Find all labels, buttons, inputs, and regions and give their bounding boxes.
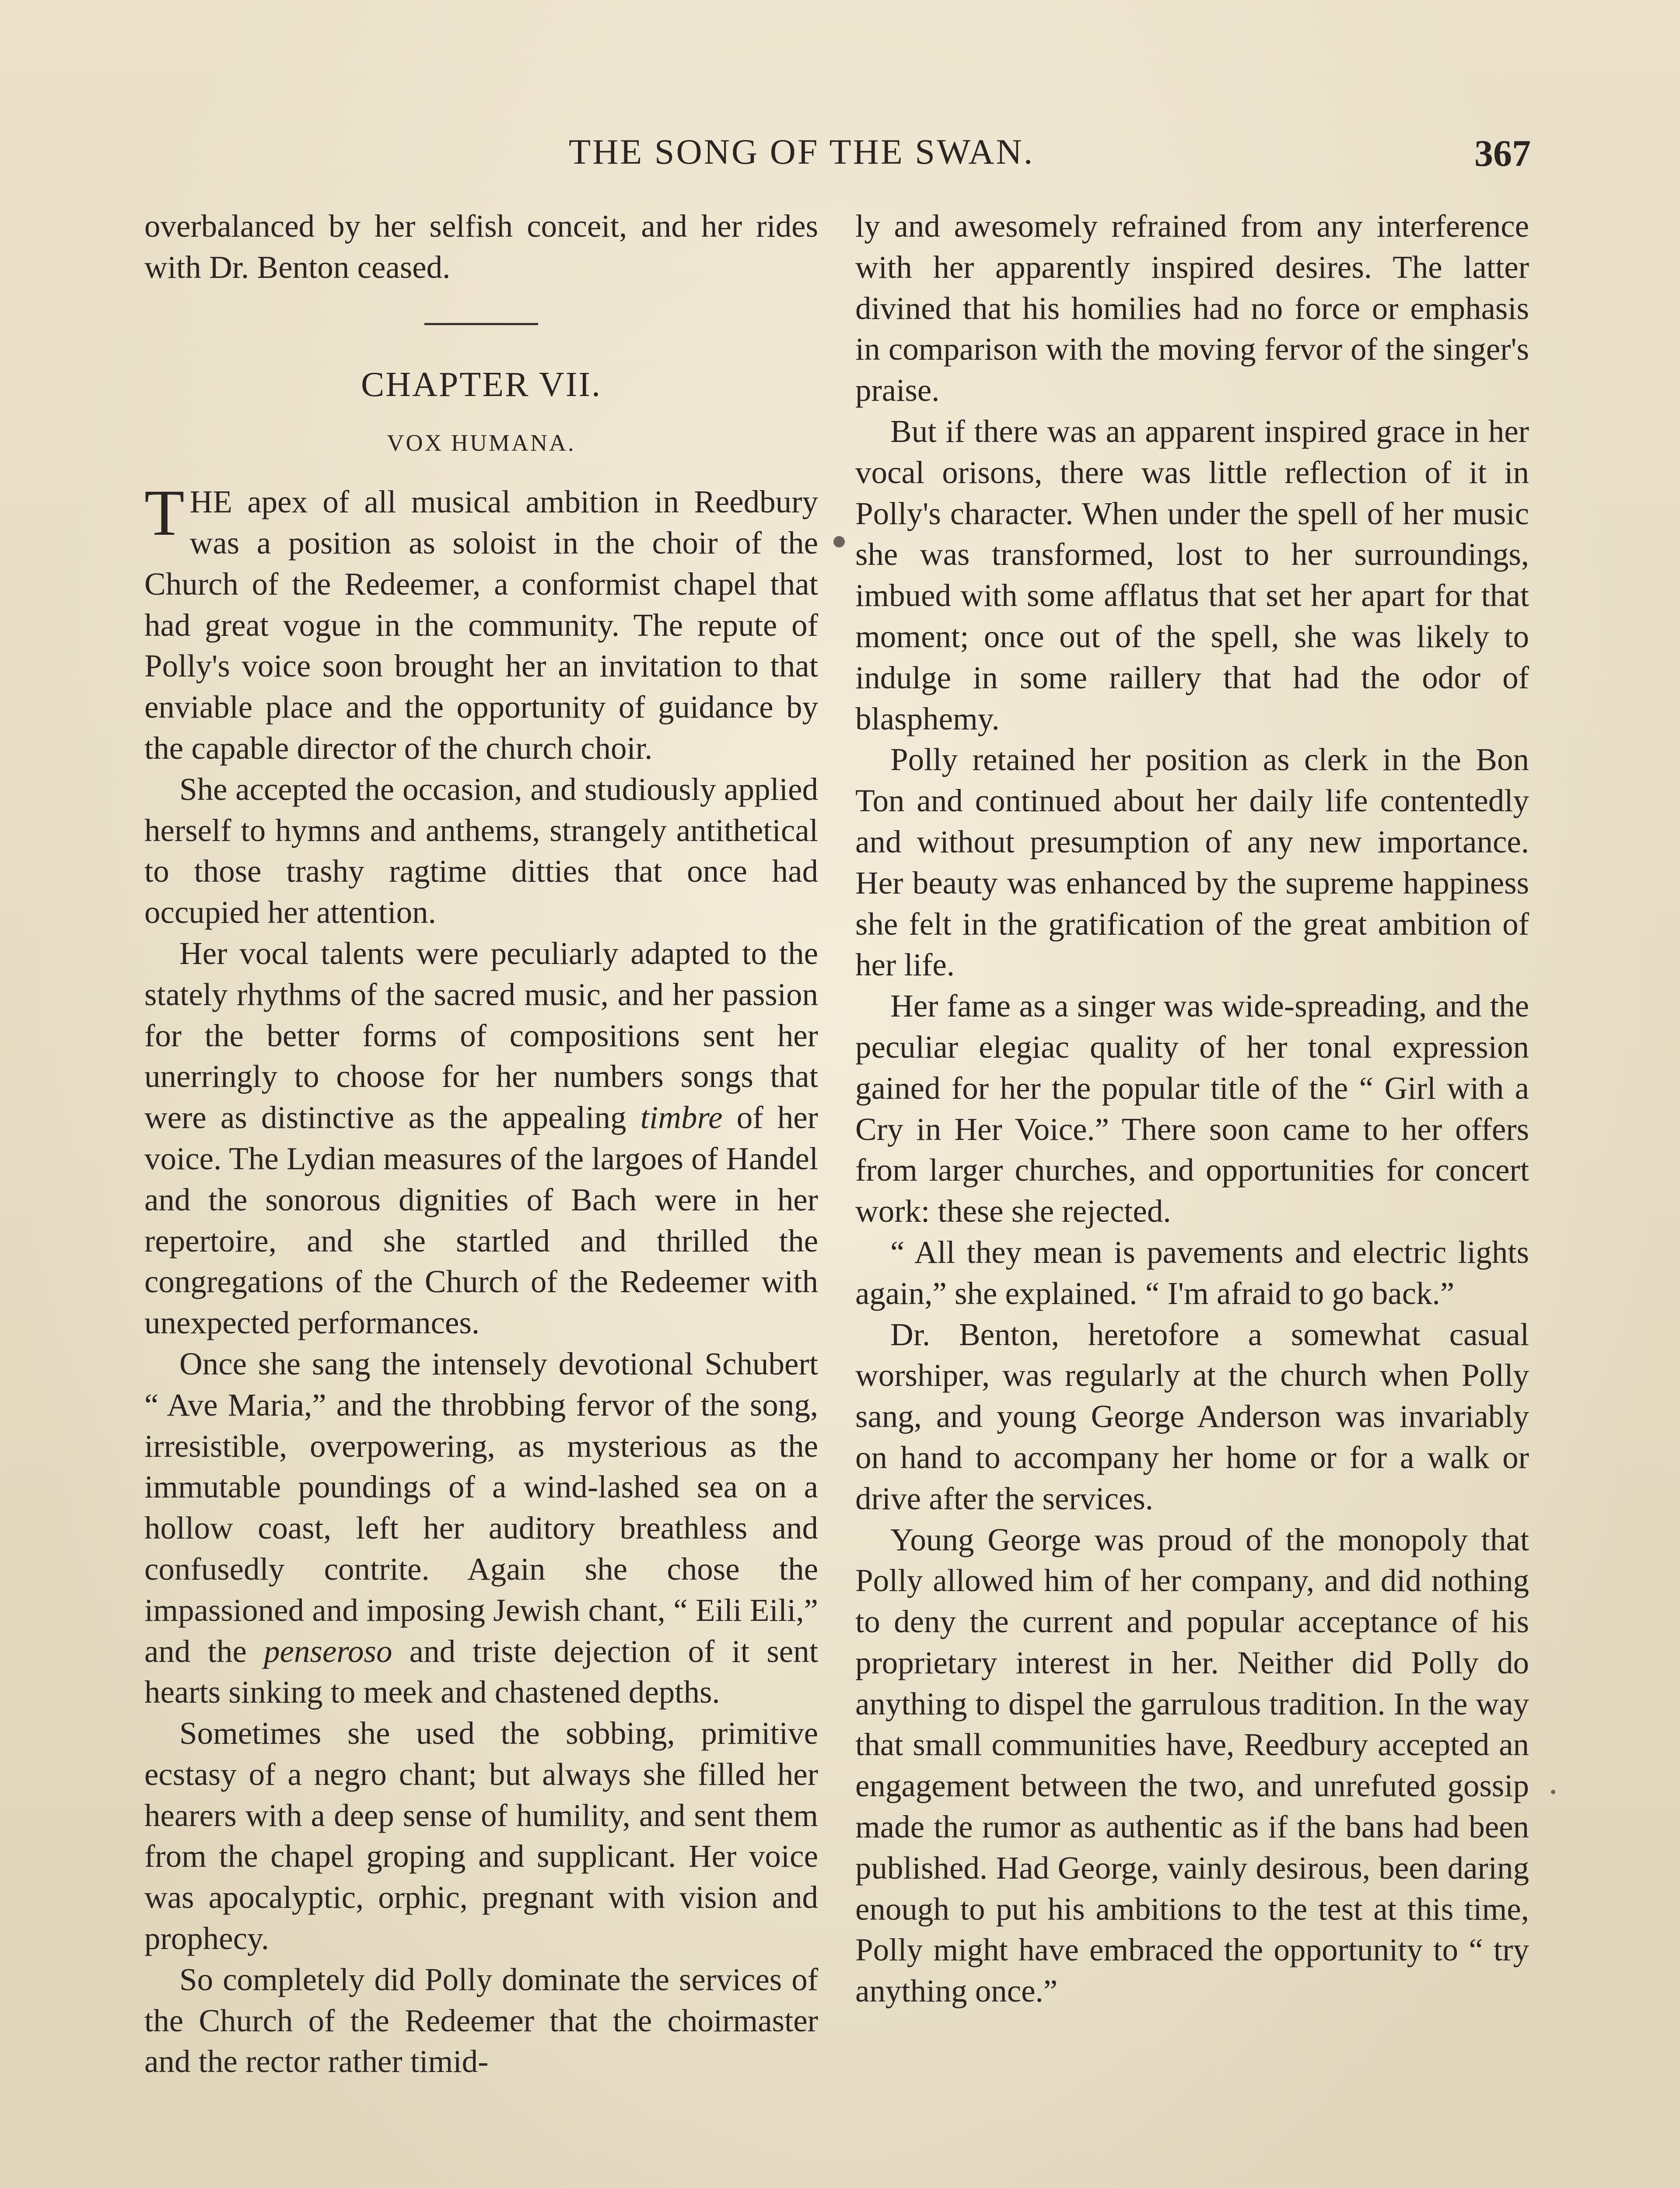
- paragraph: [144, 933, 818, 1343]
- italic-word: penseroso: [264, 1633, 392, 1669]
- paragraph-text: Her vocal talents were peculiarly adapted to the stately rhythms of the sacred music, and her passion for the better forms of compositions sent her unerringly to choose for her numbers songs that were as distinctive as the appealing: [144, 935, 818, 1136]
- italic-word: timbre: [640, 1100, 723, 1136]
- right-column: [855, 206, 1529, 2012]
- page-number: 367: [1474, 132, 1531, 174]
- paragraph-text: of her voice. The Lydian measures of the largoes of Handel and the sonorous dignities of Bach were in her repertoire, and she startled and thrilled the congregations of the Church of the Redeemer with unexpected performances.: [144, 1100, 818, 1341]
- paragraph: She accepted the occasion, and studiously applied herself to hymns and anthems, strangely antithetical to those trashy ragtime ditties that once had occupied her attention.: [144, 771, 818, 930]
- paragraph: Dr. Benton, heretofore a somewhat casual worshiper, was regularly at the church when Polly sang, and young George Anderson was invariably on hand to accompany her home or for a walk or drive after the services.: [855, 1316, 1529, 1516]
- paragraph: “ All they mean is pavements and electric lights again,” she explained. “ I'm afraid to go back.”: [855, 1234, 1529, 1311]
- paragraph-text: and triste dejection of it sent hearts sinking to meek and chastened depths.: [144, 1633, 818, 1710]
- chapter-title: CHAPTER VII.: [360, 365, 602, 404]
- section-divider: [424, 323, 538, 325]
- paragraph-text: Once she sang the intensely devotional Schubert “ Ave Maria,” and the throbbing fervor of the song, irresistible, overpowering, as mysterious as the immutable poundings of a wind-lashed sea on a hollow coast, left her auditory breathless and confusedly contrite. Again she chose the impassioned and imposing Jewish chant, “ Eili Eili,” and the: [144, 1346, 818, 1669]
- paragraph: ly and awesomely refrained from any interference with her apparently inspired desires. The latter divined that his homilies had no force or emphasis in comparison with the moving fervor of the singer's praise.: [855, 208, 1529, 408]
- paragraph: Sometimes she used the sobbing, primitive ecstasy of a negro chant; but always she filled her hearers with a deep sense of humility, and sent them from the chapel groping and supplicant. Her voice was apocalyptic, orphic, pregnant with vision and prophecy.: [144, 1715, 818, 1957]
- paragraph: Her fame as a singer was wide-spreading, and the peculiar elegiac quality of her tonal expression gained for her the popular title of the “ Girl with a Cry in Her Voice.” There soon came to her offers from larger churches, and opportunities for concert work: these she rejected.: [855, 988, 1529, 1229]
- paragraph: [144, 1343, 818, 1713]
- opening-paragraph: [144, 477, 818, 769]
- running-title: THE SONG OF THE SWAN.: [569, 132, 1035, 172]
- paragraph: But if there was an apparent inspired grace in her vocal orisons, there was little reflection of it in Polly's character. When under the spell of her music she was transformed, lost to her surroundings, imbued with some afflatus that set her apart for that moment; once out of the spell, she was likely to indulge in some raillery that had the odor of blasphemy.: [855, 413, 1529, 736]
- drop-cap: T: [144, 477, 185, 550]
- chapter-subtitle: VOX HUMANA.: [387, 430, 576, 456]
- paragraph: overbalanced by her selfish conceit, and her rides with Dr. Benton ceased.: [144, 208, 818, 285]
- paper-speck: [833, 536, 845, 547]
- paragraph: Young George was proud of the monopoly that Polly allowed him of her company, and did nothing to deny the current and popular acceptance of his proprietary interest in her. Neither did Polly do anything to dispel the garrulous tradition. In the way that small communities have, Reedbury accepted an engagement between the two, and unrefuted gossip made the rumor as authentic as if the bans had been published. Had George, vainly desirous, been daring enough to put his ambitions to the test at this time, Polly might have embraced the opportunity to “ try anything once.”: [855, 1522, 1529, 2009]
- paragraph: Polly retained her position as clerk in the Bon Ton and continued about her daily life contentedly and without presumption of any new importance. Her beauty was enhanced by the supreme happiness she felt in the gratification of the great ambition of her life.: [855, 742, 1529, 983]
- paragraph: So completely did Polly dominate the services of the Church of the Redeemer that the choirmaster and the rector rather timid-: [144, 1961, 818, 2079]
- paper-speck: [1551, 1790, 1555, 1794]
- left-column: [144, 206, 818, 2082]
- paragraph-text: HE apex of all musical ambition in Reedbury was a position as soloist in the choir of the Church of the Redeemer, a conformist chapel that had great vogue in the community. The repute of Polly's voice soon brought her an invitation to that enviable place and the opportunity of guidance by the capable director of the church choir.: [144, 484, 818, 766]
